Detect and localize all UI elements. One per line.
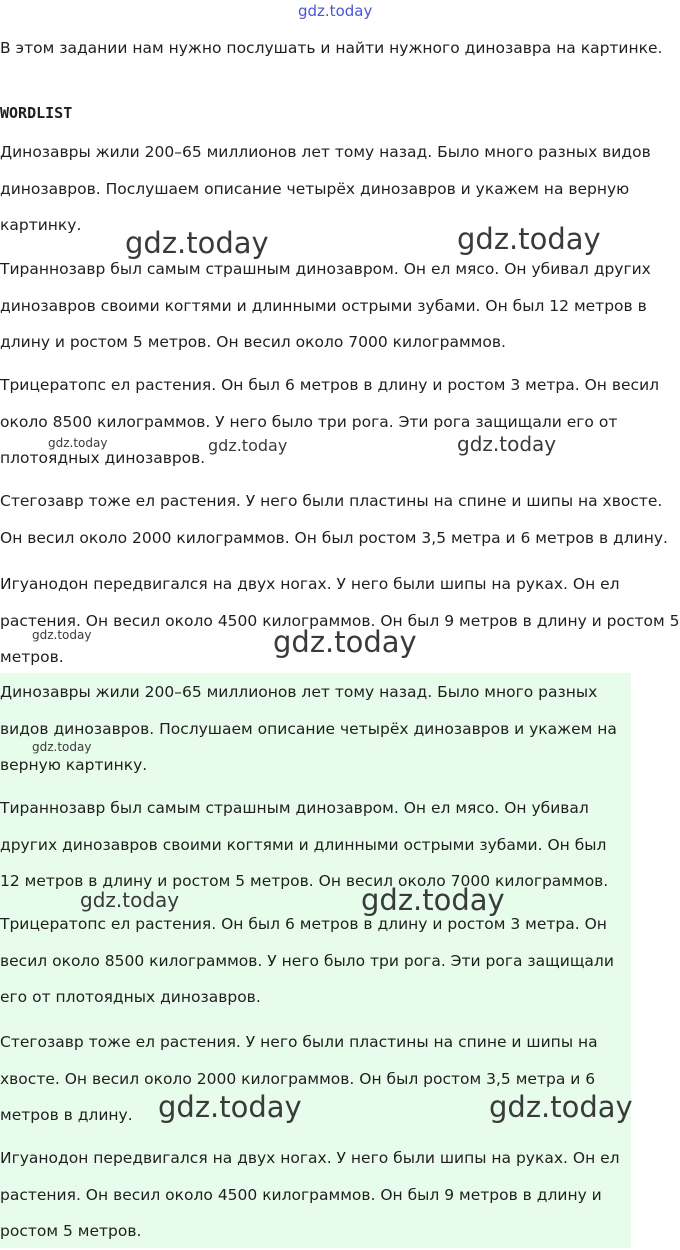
wordlist-paragraph-3: Трицератопс ел растения. Он был 6 метров в длину и ростом 3 метра. Он весил около 8500 килограммов. У него было три рога. Эти рога защищали его от плотоядных динозавров. (0, 376, 660, 467)
watermark-top-link[interactable]: gdz.today (298, 2, 373, 20)
watermark: gdz.today (208, 436, 288, 455)
watermark: gdz.today (32, 740, 92, 754)
answer-paragraph-3: Трицератопс ел растения. Он был 6 метров в длину и ростом 3 метра. Он весил около 8500 килограммов. У него было три рога. Эти рога защищали его от плотоядных динозавров. (0, 915, 614, 1006)
answer-paragraph-5: Игуанодон передвигался на двух ногах. У него были шипы на руках. Он ел растения. Он весил около 4500 килограммов. Он был 9 метров в длину и ростом 5 метров. (0, 1149, 620, 1240)
answer-paragraph-1: Динозавры жили 200–65 миллионов лет тому назад. Было много разных видов динозавров. Послушаем описание четырёх динозавров и укажем на верную картинку. (0, 683, 617, 774)
answer-paragraph-2: Тираннозавр был самым страшным динозавром. Он ел мясо. Он убивал других динозавров своими когтями и длинными острыми зубами. Он был 12 метров в длину и ростом 5 метров. Он весил около 7000 килограммов. (0, 799, 609, 890)
watermark: gdz.today (80, 888, 180, 912)
watermark: gdz.today (48, 436, 108, 450)
watermark: gdz.today (158, 1090, 302, 1124)
watermark: gdz.today (489, 1090, 633, 1124)
watermark: gdz.today (273, 625, 417, 659)
task-intro: В этом задании нам нужно послушать и найти нужного динозавра на картинке. (0, 39, 663, 57)
watermark: gdz.today (125, 226, 269, 260)
watermark: gdz.today (457, 222, 601, 256)
wordlist-paragraph-1: Динозавры жили 200–65 миллионов лет тому назад. Было много разных видов динозавров. Послушаем описание четырёх динозавров и укажем на верную картинку. (0, 143, 651, 234)
watermark: gdz.today (457, 432, 557, 456)
wordlist-paragraph-4: Стегозавр тоже ел растения. У него были пластины на спине и шипы на хвосте. Он весил около 2000 килограммов. Он был ростом 3,5 метра и 6 метров в длину. (0, 492, 668, 547)
answer-paragraph-4: Стегозавр тоже ел растения. У него были пластины на спине и шипы на хвосте. Он весил около 2000 килограммов. Он был ростом 3,5 метра и 6 метров в длину. (0, 1033, 598, 1124)
watermark: gdz.today (361, 883, 505, 917)
wordlist-paragraph-2: Тираннозавр был самым страшным динозавром. Он ел мясо. Он убивал других динозавров своими когтями и длинными острыми зубами. Он был 12 метров в длину и ростом 5 метров. Он весил около 7000 килограммов. (0, 260, 651, 351)
watermark: gdz.today (32, 628, 92, 642)
wordlist-paragraph-5: Игуанодон передвигался на двух ногах. У него были шипы на руках. Он ел растения. Он весил около 4500 килограммов. Он был 9 метров в длину и ростом 5 метров. (0, 575, 680, 666)
wordlist-heading: WORDLIST (0, 104, 73, 122)
